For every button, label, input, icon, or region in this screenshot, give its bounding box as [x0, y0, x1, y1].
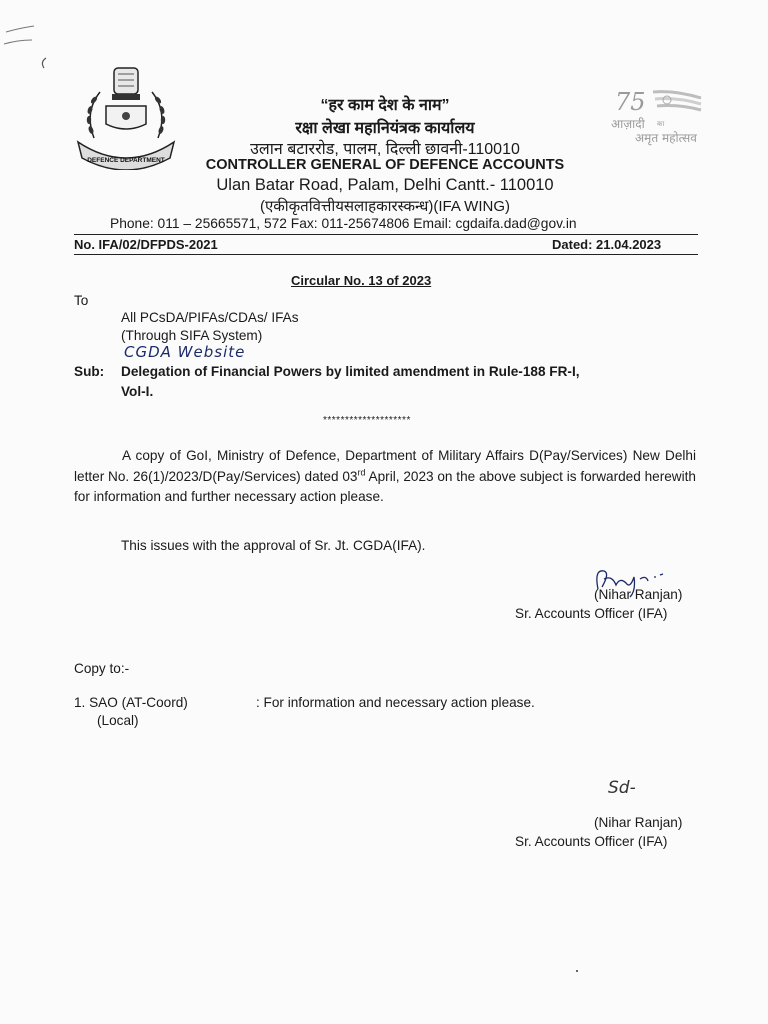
- svg-text:75: 75: [615, 88, 646, 116]
- office-motto: “हर काम देश के नाम”: [320, 97, 450, 114]
- address-english: Ulan Batar Road, Palam, Delhi Cantt.- 110010: [216, 176, 554, 194]
- azadi-ka-amrit-mahotsav-logo: [605, 86, 709, 148]
- margin-scribble: [0, 10, 60, 70]
- handwritten-note: CGDA Website: [124, 343, 246, 361]
- subject-line-1: Delegation of Financial Powers by limited amendment in Rule-188 FR-I,: [121, 364, 580, 379]
- sd-mark: Sd-: [608, 778, 636, 798]
- addressee-line-1: All PCsDA/PIFAs/CDAs/ IFAs: [121, 310, 299, 325]
- addressee-line-2: (Through SIFA System): [121, 328, 263, 343]
- copy-to-heading: Copy to:-: [74, 661, 130, 676]
- svg-text:आज़ादी: आज़ादी: [611, 117, 645, 131]
- header-divider: [74, 234, 698, 235]
- body-text-part-1: A copy of GoI, Ministry of Defence, Department of Military Affairs D(Pay/Services) New Delhi letter No. 26(1)/2023/D(Pay/Services) dated 03: [74, 448, 696, 484]
- copy-item-label: 1. SAO (AT-Coord): [74, 695, 188, 710]
- svg-text:DEFENCE DEPARTMENT: DEFENCE DEPARTMENT: [87, 157, 165, 164]
- body-text-part-2: April, 2023 on the above subject is forwarded herewith for information and further necessary action please.: [74, 468, 696, 504]
- subject-line-2: Vol-I.: [121, 384, 154, 399]
- approval-line: This issues with the approval of Sr. Jt. CGDA(IFA).: [121, 538, 426, 553]
- signatory-name-2: (Nihar Ranjan): [594, 815, 683, 830]
- signatory-designation-2: Sr. Accounts Officer (IFA): [515, 834, 668, 849]
- speck: [576, 970, 578, 972]
- copy-item-text: : For information and necessary action please.: [256, 695, 535, 710]
- letter-date: Dated: 21.04.2023: [552, 237, 662, 252]
- svg-text:अमृत महोत्सव: अमृत महोत्सव: [635, 131, 697, 145]
- contact-line: Phone: 011 – 25665571, 572 Fax: 011-25674806 Email: cgdaifa.dad@gov.in: [110, 216, 577, 231]
- svg-text:का: का: [657, 120, 665, 128]
- address-hindi: उलान बटाररोड, पालम, दिल्ली छावनी-110010: [250, 141, 520, 158]
- body-paragraph: [74, 446, 696, 508]
- subject-label: Sub:: [74, 364, 105, 379]
- office-name-english: CONTROLLER GENERAL OF DEFENCE ACCOUNTS: [205, 157, 565, 173]
- defence-department-emblem: [70, 62, 182, 170]
- signatory-name: (Nihar Ranjan): [594, 587, 683, 602]
- office-name-hindi: रक्षा लेखा महानियंत्रक कार्यालय: [295, 120, 475, 137]
- circular-title: Circular No. 13 of 2023: [291, 273, 432, 288]
- reference-number: No. IFA/02/DFPDS-2021: [74, 237, 218, 252]
- copy-item-sub: (Local): [97, 713, 139, 728]
- date-ordinal-suffix: rd: [357, 466, 366, 477]
- separator-stars: ********************: [323, 415, 411, 426]
- to-label: To: [74, 293, 89, 308]
- reference-divider: [74, 254, 698, 255]
- signatory-designation: Sr. Accounts Officer (IFA): [515, 606, 668, 621]
- wing-name: (एकीकृतवित्तीयसलाहकारस्कन्ध)(IFA WING): [259, 198, 511, 215]
